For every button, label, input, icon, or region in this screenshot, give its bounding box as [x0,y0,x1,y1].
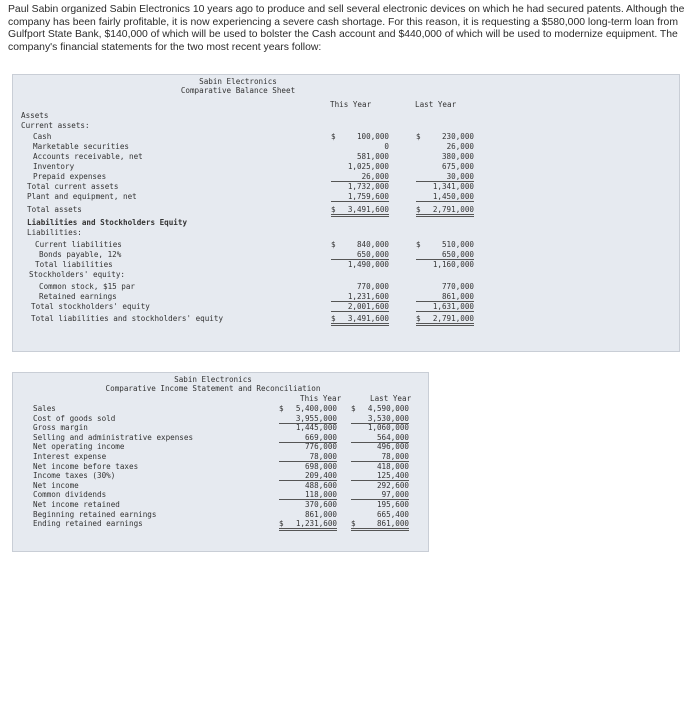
bs-this-prepaid: 26,000 [331,172,389,182]
dollar-sign: $ [279,404,284,413]
bs-this-retained: 1,231,600 [331,292,389,302]
is-last-year-value: 496,000 [376,442,409,452]
is-this-year-value: 78,000 [279,452,337,462]
is-row-label: Net income retained [33,500,120,509]
bs-this-receivable: 581,000 [356,152,389,161]
bs-col-this-year: This Year [330,100,372,109]
dollar-sign: $ [331,205,336,214]
value: 3,491,600 [347,314,389,323]
problem-intro: Paul Sabin organized Sabin Electronics 10 years ago to produce and sell several electronic devices on which he had secured patents. Although the company has been fairly profitable, it is now experiencing a severe cash shortage. For this reason, it is requesting a $580,000 long-term loan from Gulfport State Bank, $140,000 of which will be used to bolster the Cash account and $440,000 of which will be used to modernize equipment. The company's financial statements for the two most recent years follow: [8,4,685,53]
dollar-sign: $ [416,240,421,249]
dollar-sign: $ [279,519,284,529]
value: 5,400,000 [295,404,337,413]
row-label: Common stock, $15 par [39,282,136,291]
liab-heading: Liabilities and Stockholders Equity [27,218,188,227]
bs-last-plant: 1,450,000 [416,192,474,202]
row-label: Accounts receivable, net [33,152,143,161]
income-statement-panel [12,372,429,552]
bs-this-tca: 1,732,000 [347,182,389,191]
bs-company: Sabin Electronics [199,77,277,86]
value: 2,791,000 [432,314,474,323]
balance-sheet-panel [12,74,680,352]
is-last-year-value [351,404,409,413]
is-this-year-value [279,519,337,531]
value: 1,231,600 [295,519,337,529]
row-label: Retained earnings [39,292,117,301]
is-last-year-value: 292,600 [376,480,409,490]
dollar-sign: $ [331,314,336,323]
is-row-label: Gross margin [33,423,88,433]
bs-last-tca: 1,341,000 [432,182,474,191]
is-last-year-value [351,519,409,531]
row-label: Inventory [33,162,75,171]
is-last-year-value: 418,000 [376,461,409,471]
dollar-sign: $ [416,205,421,214]
bs-this-total-assets [331,205,389,217]
is-this-year-value: 669,000 [279,433,337,443]
row-label: Total current assets [27,182,119,191]
bs-last-total-assets [416,205,474,217]
bs-this-total-se: 2,001,600 [331,302,389,312]
bs-last-total-liab: 1,160,000 [432,260,474,269]
is-this-year-value: 118,000 [279,490,337,500]
is-row-label: Selling and administrative expenses [33,432,194,442]
value: 3,491,600 [347,205,389,214]
is-this-year-value: 370,600 [304,500,337,509]
is-last-year-value: 97,000 [351,490,409,500]
bs-this-total-liab-se [331,314,389,326]
row-label: Cash [33,132,52,141]
dollar-sign: $ [351,404,356,413]
is-last-year-value: 3,530,000 [351,414,409,424]
is-this-year-value: 861,000 [304,509,337,519]
bs-last-retained: 861,000 [416,292,474,302]
is-col-this-year: This Year [300,394,342,403]
dollar-sign: $ [331,132,336,141]
bs-this-common: 770,000 [356,282,389,291]
row-label: Bonds payable, 12% [39,250,122,259]
value: 4,590,000 [367,404,409,413]
is-last-year-value: 78,000 [351,452,409,462]
bs-this-plant: 1,759,600 [331,192,389,202]
bs-last-marketable: 26,000 [446,142,474,151]
row-label: Total liabilities and stockholders' equity [31,314,224,323]
bs-this-bonds: 650,000 [331,250,389,260]
row-label: Marketable securities [33,142,130,151]
dollar-sign: $ [416,132,421,141]
is-this-year-value: 776,000 [304,442,337,452]
is-last-year-value: 125,400 [351,471,409,481]
dollar-sign: $ [331,240,336,249]
bs-last-cash: 230,000 [441,132,474,141]
bs-this-current-liab: 840,000 [356,240,389,249]
is-title: Comparative Income Statement and Reconciliation [105,384,321,393]
bs-this-cash: 100,000 [356,132,389,141]
bs-title: Comparative Balance Sheet [180,86,296,95]
row-label: Current liabilities [35,240,122,249]
is-company: Sabin Electronics [174,375,252,384]
bs-last-prepaid: 30,000 [416,172,474,182]
is-row-label: Common dividends [33,490,107,500]
is-col-last-year: Last Year [370,394,412,403]
value: 861,000 [376,519,409,529]
is-row-label: Income taxes (30%) [33,471,116,481]
is-this-year-value: 3,955,000 [279,414,337,424]
current-assets-heading: Current assets: [21,121,90,130]
is-this-year-value: 488,600 [304,480,337,490]
is-row-label: Interest expense [33,452,107,461]
is-row-label: Net income [33,480,79,490]
is-last-year-value: 665,400 [376,509,409,519]
assets-heading: Assets [21,111,49,120]
se-heading: Stockholders' equity: [29,270,126,279]
bs-last-current-liab: 510,000 [441,240,474,249]
bs-last-total-se: 1,631,000 [416,302,474,312]
bs-last-inventory: 675,000 [441,162,474,171]
bs-this-marketable: 0 [384,142,389,151]
bs-last-receivable: 380,000 [441,152,474,161]
is-this-year-value: 698,000 [304,461,337,471]
is-row-label: Ending retained earnings [33,519,143,529]
is-row-label: Beginning retained earnings [33,509,157,519]
bs-col-last-year: Last Year [415,100,457,109]
is-this-year-value [279,404,337,413]
bs-last-common: 770,000 [441,282,474,291]
row-label: Prepaid expenses [33,172,107,181]
dollar-sign: $ [416,314,421,323]
bs-last-bonds: 650,000 [416,250,474,260]
is-row-label: Cost of goods sold [33,413,116,423]
is-last-year-value: 1,060,000 [367,423,409,433]
is-row-label: Net operating income [33,442,125,452]
row-label: Plant and equipment, net [27,192,137,201]
bs-last-total-liab-se [416,314,474,326]
is-this-year-value: 209,400 [279,471,337,481]
row-label: Total liabilities [35,260,113,269]
bs-this-total-liab: 1,490,000 [347,260,389,269]
is-last-year-value: 564,000 [351,433,409,443]
dollar-sign: $ [351,519,356,529]
is-this-year-value: 1,445,000 [295,423,337,433]
is-last-year-value: 195,600 [376,500,409,509]
bs-this-inventory: 1,025,000 [347,162,389,171]
row-label: Total stockholders' equity [31,302,150,311]
is-row-label: Net income before taxes [33,461,139,471]
row-label: Total assets [27,205,82,214]
value: 2,791,000 [432,205,474,214]
liabilities-heading: Liabilities: [27,228,82,237]
is-row-label: Sales [33,404,56,413]
